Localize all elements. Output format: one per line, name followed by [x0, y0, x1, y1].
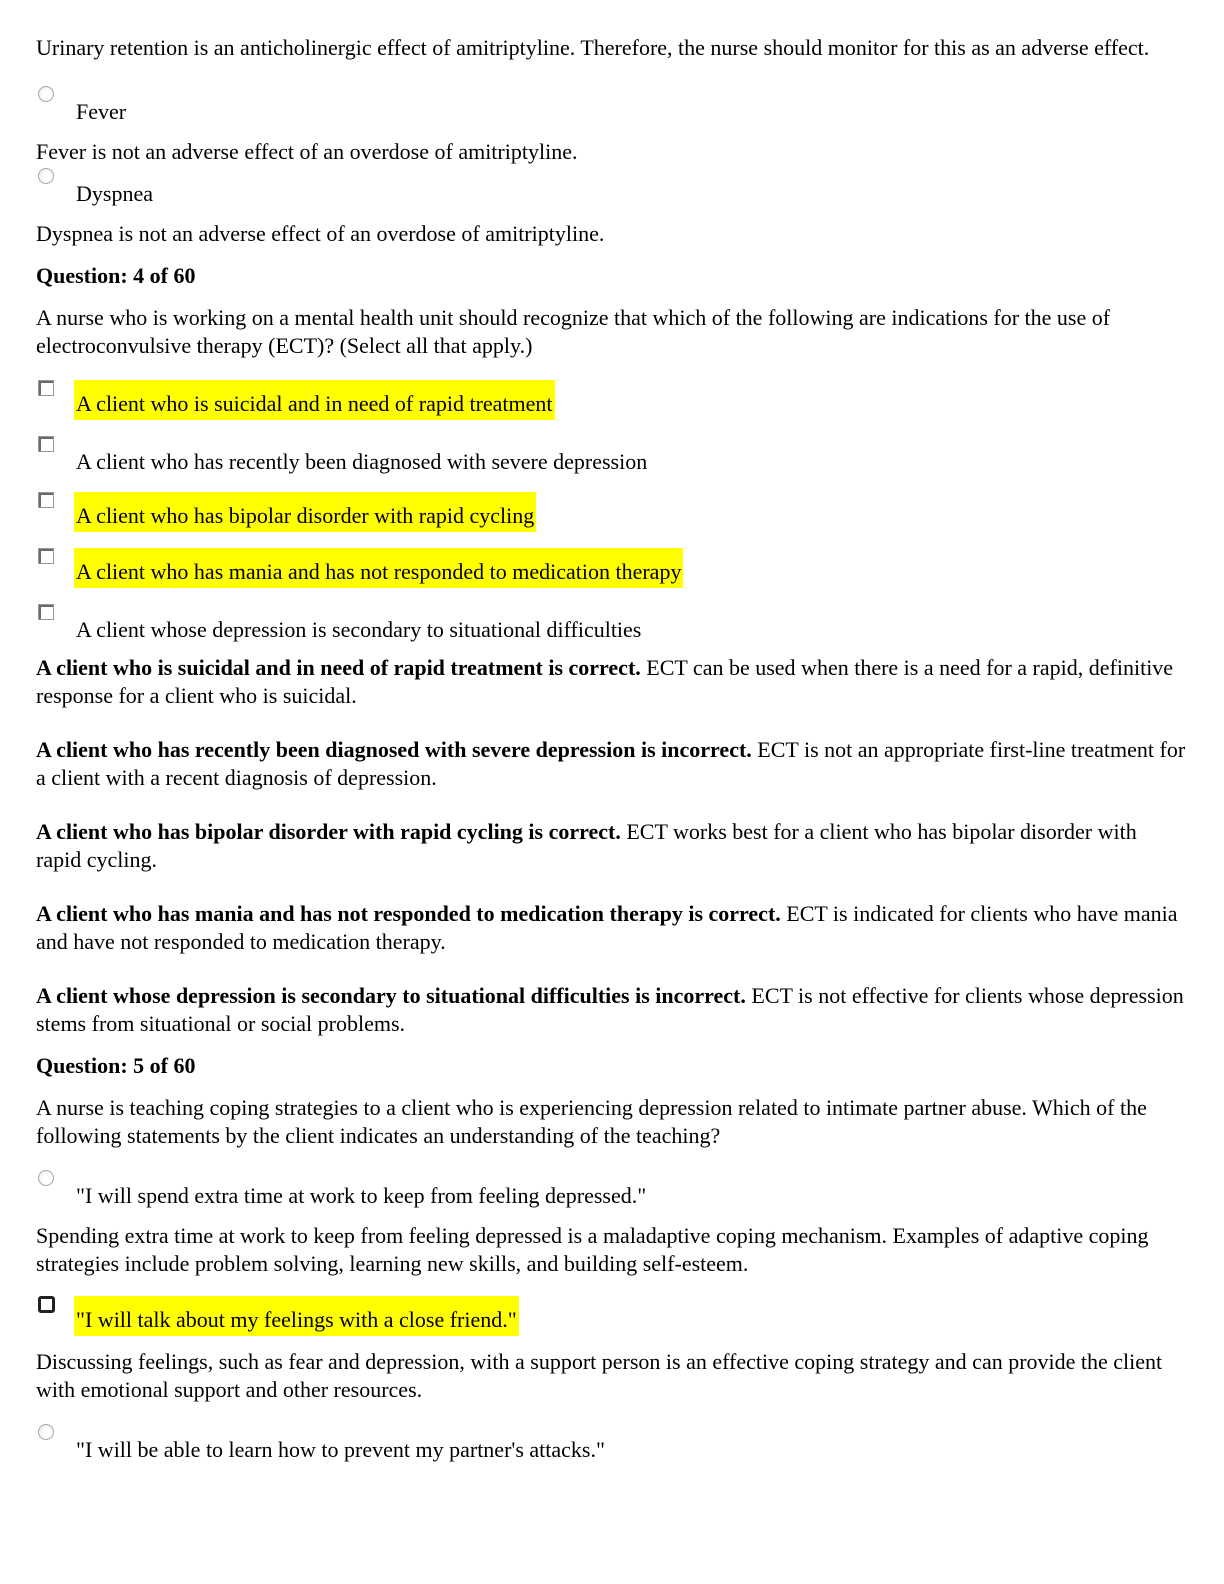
rationale-1: [36, 654, 1186, 710]
rationale-text: ECT can be used when there is a need for a rapid, definitive response for a client who is suicidal.: [36, 655, 1174, 708]
rationale-text: ECT works best for a client who has bipolar disorder with rapid cycling.: [36, 819, 1137, 872]
rationale-2: [36, 736, 1186, 792]
radio-button-icon[interactable]: [38, 1424, 54, 1440]
checkbox-icon[interactable]: [38, 436, 54, 452]
rationale-verdict: A client who has mania and has not responded to medication therapy is correct.: [36, 901, 781, 926]
option-label: A client whose depression is secondary to situational difficulties: [76, 617, 642, 642]
option-label: Fever: [76, 99, 127, 124]
option-suicidal-client[interactable]: [36, 386, 1186, 420]
rationale-text: ECT is not effective for clients whose depression stems from situational or social problems.: [36, 983, 1184, 1036]
question-stem: A nurse who is working on a mental health unit should recognize that which of the following are indications for the use of electroconvulsive therapy (ECT)? (Select all that apply.): [36, 305, 1111, 358]
rationale-verdict: A client who is suicidal and in need of rapid treatment is correct.: [36, 655, 641, 680]
option-prevent-attacks[interactable]: [36, 1430, 1186, 1464]
explanation-dyspnea: Dyspnea is not an adverse effect of an overdose of amitriptyline.: [36, 221, 605, 246]
rationale-verdict: A client who has bipolar disorder with rapid cycling is correct.: [36, 819, 621, 844]
document-page: [36, 34, 1186, 1476]
option-label-highlighted: "I will talk about my feelings with a close friend.": [74, 1296, 519, 1336]
option-label-highlighted: A client who is suicidal and in need of rapid treatment: [74, 380, 555, 420]
question-stem: A nurse is teaching coping strategies to a client who is experiencing depression related to intimate partner abuse. Which of the following statements by the client indicates an understanding of the teaching?: [36, 1095, 1147, 1148]
option-label: "I will be able to learn how to prevent my partner's attacks.": [76, 1437, 605, 1462]
checkbox-icon[interactable]: [38, 548, 54, 564]
explanation-fever: Fever is not an adverse effect of an overdose of amitriptyline.: [36, 139, 578, 164]
option-extra-work[interactable]: [36, 1176, 1186, 1210]
option-label: Dyspnea: [76, 181, 153, 206]
rationale-3: [36, 818, 1186, 874]
rationale-text: ECT is not an appropriate first-line treatment for a client with a recent diagnosis of depression.: [36, 737, 1186, 790]
radio-button-icon[interactable]: [38, 1170, 54, 1186]
checkbox-icon[interactable]: [38, 380, 54, 396]
option-label-highlighted: A client who has bipolar disorder with rapid cycling: [74, 492, 536, 532]
selected-radio-button-icon[interactable]: [38, 1296, 55, 1313]
rationale-verdict: A client whose depression is secondary to situational difficulties is incorrect.: [36, 983, 746, 1008]
checkbox-icon[interactable]: [38, 492, 54, 508]
option-label: A client who has recently been diagnosed with severe depression: [76, 449, 648, 474]
rationale-text: ECT is indicated for clients who have mania and have not responded to medication therapy.: [36, 901, 1178, 954]
question-heading: Question: 4 of 60: [36, 263, 196, 288]
rationale-4: [36, 900, 1186, 956]
option-dyspnea[interactable]: [36, 174, 1186, 208]
rationale-verdict: A client who has recently been diagnosed with severe depression is incorrect.: [36, 737, 752, 762]
option-talk-with-friend[interactable]: [36, 1302, 1186, 1336]
checkbox-icon[interactable]: [38, 604, 54, 620]
option-fever[interactable]: [36, 92, 1186, 126]
rationale-5: [36, 982, 1186, 1038]
option-mania-no-response[interactable]: [36, 554, 1186, 588]
explanation-urinary-retention: Urinary retention is an anticholinergic effect of amitriptyline. Therefore, the nurse should monitor for this as an adverse effect.: [36, 35, 1150, 60]
option-severe-depression[interactable]: [36, 442, 1186, 476]
radio-button-icon[interactable]: [38, 86, 54, 102]
option-situational-depression[interactable]: [36, 610, 1186, 644]
option-label: "I will spend extra time at work to keep from feeling depressed.": [76, 1183, 647, 1208]
radio-button-icon[interactable]: [38, 168, 54, 184]
option-bipolar-rapid-cycling[interactable]: [36, 498, 1186, 532]
explanation-talk-with-friend: Discussing feelings, such as fear and depression, with a support person is an effective coping strategy and can provide the client with emotional support and other resources.: [36, 1349, 1163, 1402]
explanation-extra-work: Spending extra time at work to keep from feeling depressed is a maladaptive coping mechanism. Examples of adaptive coping strategies include problem solving, learning new skills, and building self-esteem.: [36, 1223, 1149, 1276]
option-label-highlighted: A client who has mania and has not responded to medication therapy: [74, 548, 683, 588]
question-heading: Question: 5 of 60: [36, 1053, 196, 1078]
